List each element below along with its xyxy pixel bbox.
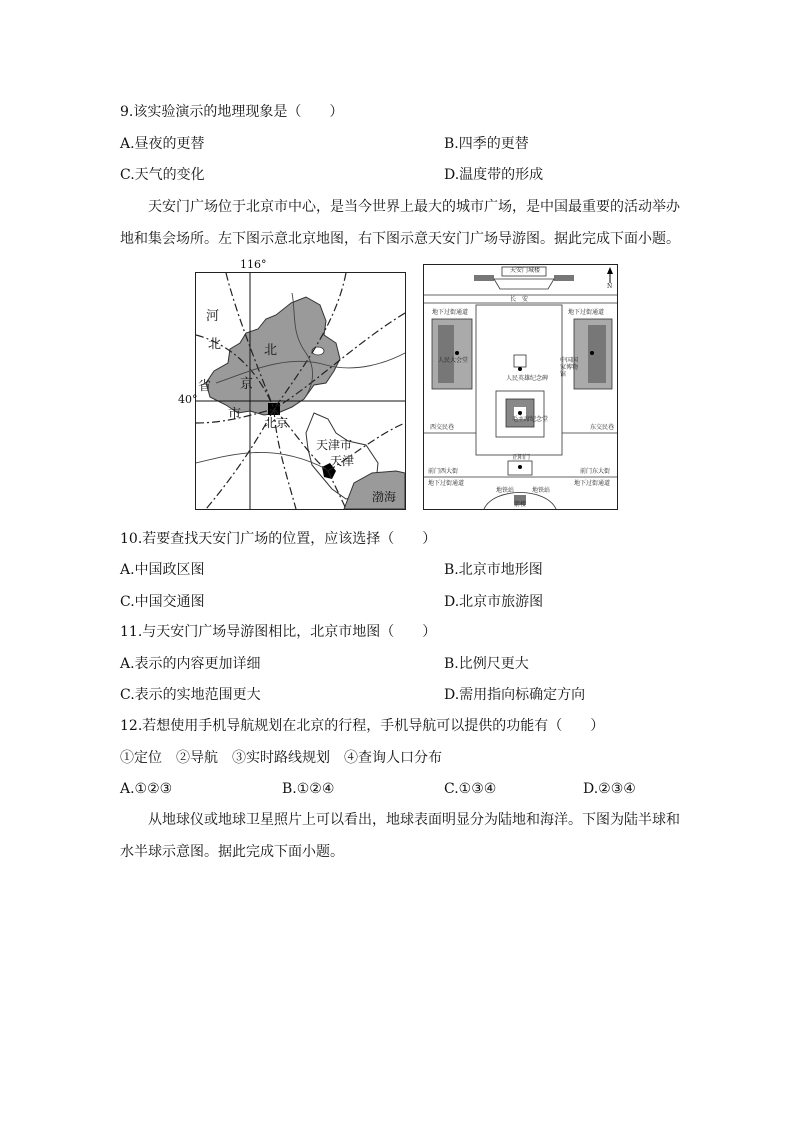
subway-right-label: 地铁站 (532, 487, 551, 494)
passage1-line2: 地和集会场所。左下图示意北京地图，右下图示意天安门广场导游图。据此完成下面小题。 (120, 231, 680, 247)
tiananmen-guide-map (423, 264, 618, 510)
great-hall-label: 人民大会堂 (438, 357, 469, 364)
q9-option-b: B.四季的更替 (444, 136, 529, 152)
q11-option-b: B.比例尺更大 (444, 656, 529, 672)
monument-label: 人民英雄纪念碑 (506, 375, 549, 382)
dongjiaominxiang-label: 东交民巷 (590, 424, 615, 431)
beijing-city-label-1: 北 (264, 343, 278, 358)
changan-label: 长 安 (510, 296, 529, 303)
qianmen-east-label: 前门东大街 (580, 468, 611, 475)
q12-option-d: D.②③④ (583, 781, 636, 797)
tianjin-city-label: 天津市 (316, 438, 353, 452)
q10-option-a: A.中国政区图 (120, 562, 205, 578)
beijing-map-drawing (196, 273, 405, 509)
q12-items: ①定位 ②导航 ③实时路线规划 ④查询人口分布 (120, 750, 442, 766)
passage1-line1: 天安门广场位于北京市中心，是当今世界上最大的城市广场，是中国最重要的活动举办 (148, 199, 680, 215)
beijing-map (195, 272, 406, 510)
underpass-ne-label: 地下过街通道 (568, 309, 605, 316)
passage2-line2: 水半球示意图。据此完成下面小题。 (120, 844, 344, 860)
q12-stem: 12.若想使用手机导航规划在北京的行程，手机导航可以提供的功能有（ ） (120, 718, 605, 734)
hebei-label-3: 省 (198, 379, 212, 394)
underpass-nw-label: 地下过街通道 (432, 309, 469, 316)
q11-option-c: C.表示的实地范围更大 (120, 687, 261, 703)
north-arrow-label: N (607, 283, 613, 290)
zhengyangmen-label: 正阳门 (512, 454, 531, 461)
q9-option-c: C.天气的变化 (120, 167, 205, 183)
q9-option-d: D.温度带的形成 (444, 167, 544, 183)
underpass-sw-label: 地下过街通道 (428, 480, 465, 487)
longitude-label: 116° (240, 258, 267, 271)
q9-stem: 9.该实验演示的地理现象是（ ） (120, 104, 344, 120)
museum-label: 中国国家博物馆 (560, 357, 579, 378)
underpass-se-label: 地下过街通道 (574, 480, 611, 487)
q10-stem: 10.若要查找天安门广场的位置，应该选择（ ） (120, 531, 437, 547)
q10-option-b: B.北京市地形图 (444, 562, 543, 578)
mausoleum-label: 毛主席纪念堂 (512, 416, 549, 423)
subway-left-label: 地铁站 (496, 487, 515, 494)
beijing-label: 北京 (264, 416, 289, 430)
q11-stem: 11.与天安门广场导游图相比，北京市地图（ ） (120, 624, 437, 640)
q11-option-a: A.表示的内容更加详细 (120, 656, 261, 672)
passage2-line1: 从地球仪或地球卫星照片上可以看出，地球表面明显分为陆地和海洋。下图为陆半球和 (148, 812, 680, 828)
q10-option-d: D.北京市旅游图 (444, 594, 544, 610)
q10-option-c: C.中国交通图 (120, 594, 205, 610)
tiananmen-tower-label: 天安门城楼 (510, 267, 541, 274)
hebei-label-2: 北 (208, 337, 222, 352)
q9-option-a: A.昼夜的更替 (120, 136, 205, 152)
q12-option-a: A.①②③ (120, 781, 173, 797)
q12-option-c: C.①③④ (444, 781, 497, 797)
xijiaominxiang-label: 西交民巷 (430, 424, 455, 431)
beijing-city-label-3: 市 (228, 407, 242, 422)
tianjin-label: 天津 (330, 454, 355, 468)
bohai-label: 渤海 (372, 490, 397, 504)
qianmen-west-label: 前门西大街 (428, 468, 459, 475)
q11-option-d: D.需用指向标确定方向 (444, 687, 586, 703)
latitude-label: 40° (178, 393, 198, 406)
q12-option-b: B.①②④ (282, 781, 335, 797)
beijing-city-label-2: 京 (240, 377, 254, 392)
jianlou-label: 箭楼 (514, 501, 527, 508)
hebei-label-1: 河 (206, 309, 220, 324)
